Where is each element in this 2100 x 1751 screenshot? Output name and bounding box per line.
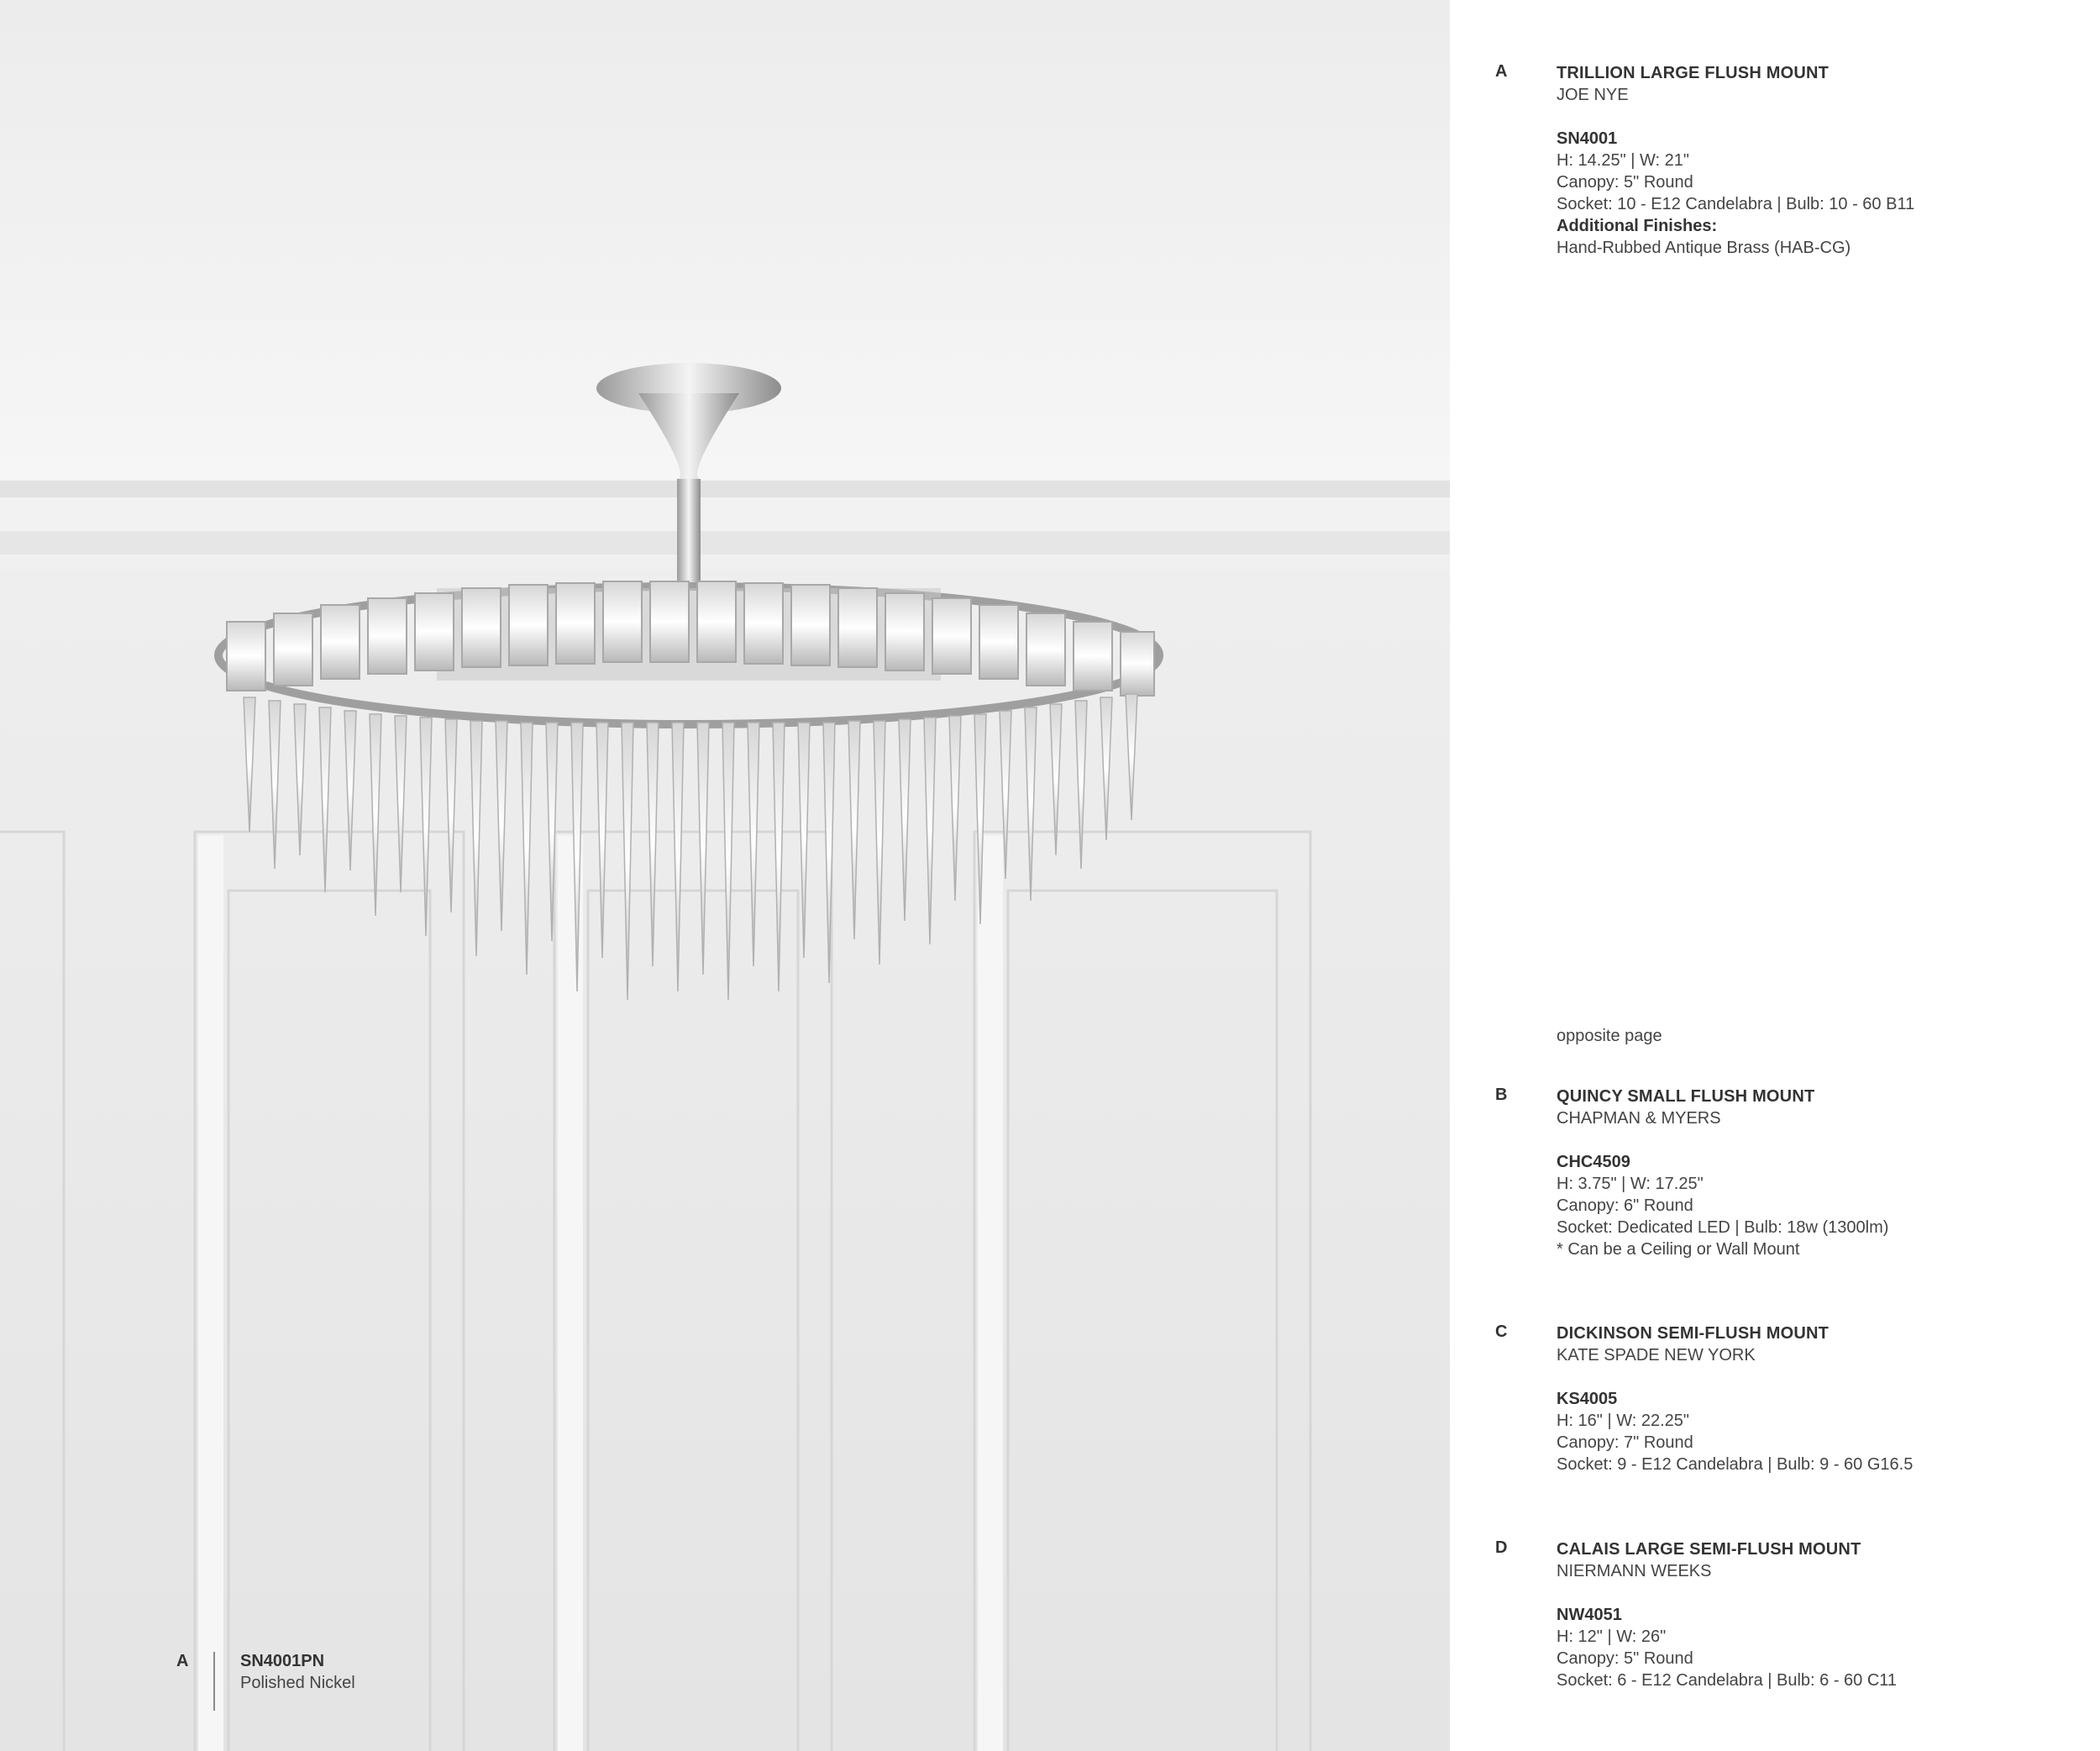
dimensions: H: 3.75" | W: 17.25" <box>1557 1175 1704 1193</box>
product-sku: KS4005 <box>1557 1390 1618 1408</box>
entry-letter: A <box>1495 62 1508 81</box>
canopy: Canopy: 6" Round <box>1557 1196 1693 1215</box>
entry-body <box>1557 1086 2069 1260</box>
spacer <box>1557 1582 2069 1604</box>
designer-name: KATE SPADE NEW YORK <box>1557 1346 1756 1365</box>
entry-body <box>1557 1322 2069 1475</box>
designer-name: JOE NYE <box>1557 86 1629 104</box>
spacer <box>1557 1129 2069 1151</box>
socket-bulb: Socket: 9 - E12 Candelabra | Bulb: 9 - 60 G16.5 <box>1557 1455 1914 1474</box>
socket-bulb: Socket: 10 - E12 Candelabra | Bulb: 10 - 60 B11 <box>1557 195 1915 213</box>
product-title: TRILLION LARGE FLUSH MOUNT <box>1557 64 1830 82</box>
entry-letter: D <box>1495 1538 1508 1557</box>
designer-name: CHAPMAN & MYERS <box>1557 1109 1721 1128</box>
caption-divider <box>213 1652 215 1711</box>
socket-bulb: Socket: Dedicated LED | Bulb: 18w (1300lm) <box>1557 1218 1889 1237</box>
spacer <box>1557 106 2069 128</box>
caption-sku: SN4001PN <box>240 1652 325 1670</box>
canopy: Canopy: 7" Round <box>1557 1433 1693 1452</box>
dimensions: H: 12" | W: 26" <box>1557 1627 1667 1646</box>
product-sku: CHC4509 <box>1557 1153 1630 1171</box>
entry-body <box>1557 1538 2069 1691</box>
entry-letter: B <box>1495 1086 1508 1104</box>
dimensions: H: 14.25" | W: 21" <box>1557 151 1689 170</box>
spec-column <box>1495 0 2075 1751</box>
socket-bulb: Socket: 6 - E12 Candelabra | Bulb: 6 - 60 C11 <box>1557 1671 1898 1690</box>
product-sku: NW4051 <box>1557 1606 1622 1624</box>
additional-finishes-label: Additional Finishes: <box>1557 217 1718 235</box>
product-title: DICKINSON SEMI-FLUSH MOUNT <box>1557 1324 1830 1343</box>
caption-letter: A <box>176 1652 189 1670</box>
dimensions: H: 16" | W: 22.25" <box>1557 1412 1689 1430</box>
entry-letter: C <box>1495 1322 1508 1341</box>
additional-finishes-value: Hand-Rubbed Antique Brass (HAB-CG) <box>1557 239 1851 257</box>
product-title: QUINCY SMALL FLUSH MOUNT <box>1557 1087 1815 1106</box>
mount-note: * Can be a Ceiling or Wall Mount <box>1557 1240 1800 1259</box>
spacer <box>1557 1366 2069 1388</box>
canopy: Canopy: 5" Round <box>1557 1649 1693 1668</box>
photo-caption <box>176 1648 428 1712</box>
designer-name: NIERMANN WEEKS <box>1557 1562 1712 1580</box>
product-title: CALAIS LARGE SEMI-FLUSH MOUNT <box>1557 1540 1861 1559</box>
canopy: Canopy: 5" Round <box>1557 173 1693 192</box>
opposite-page-note: opposite page <box>1557 1027 1662 1045</box>
product-sku: SN4001 <box>1557 129 1618 148</box>
caption-finish: Polished Nickel <box>240 1674 355 1692</box>
entry-body <box>1557 62 2069 259</box>
